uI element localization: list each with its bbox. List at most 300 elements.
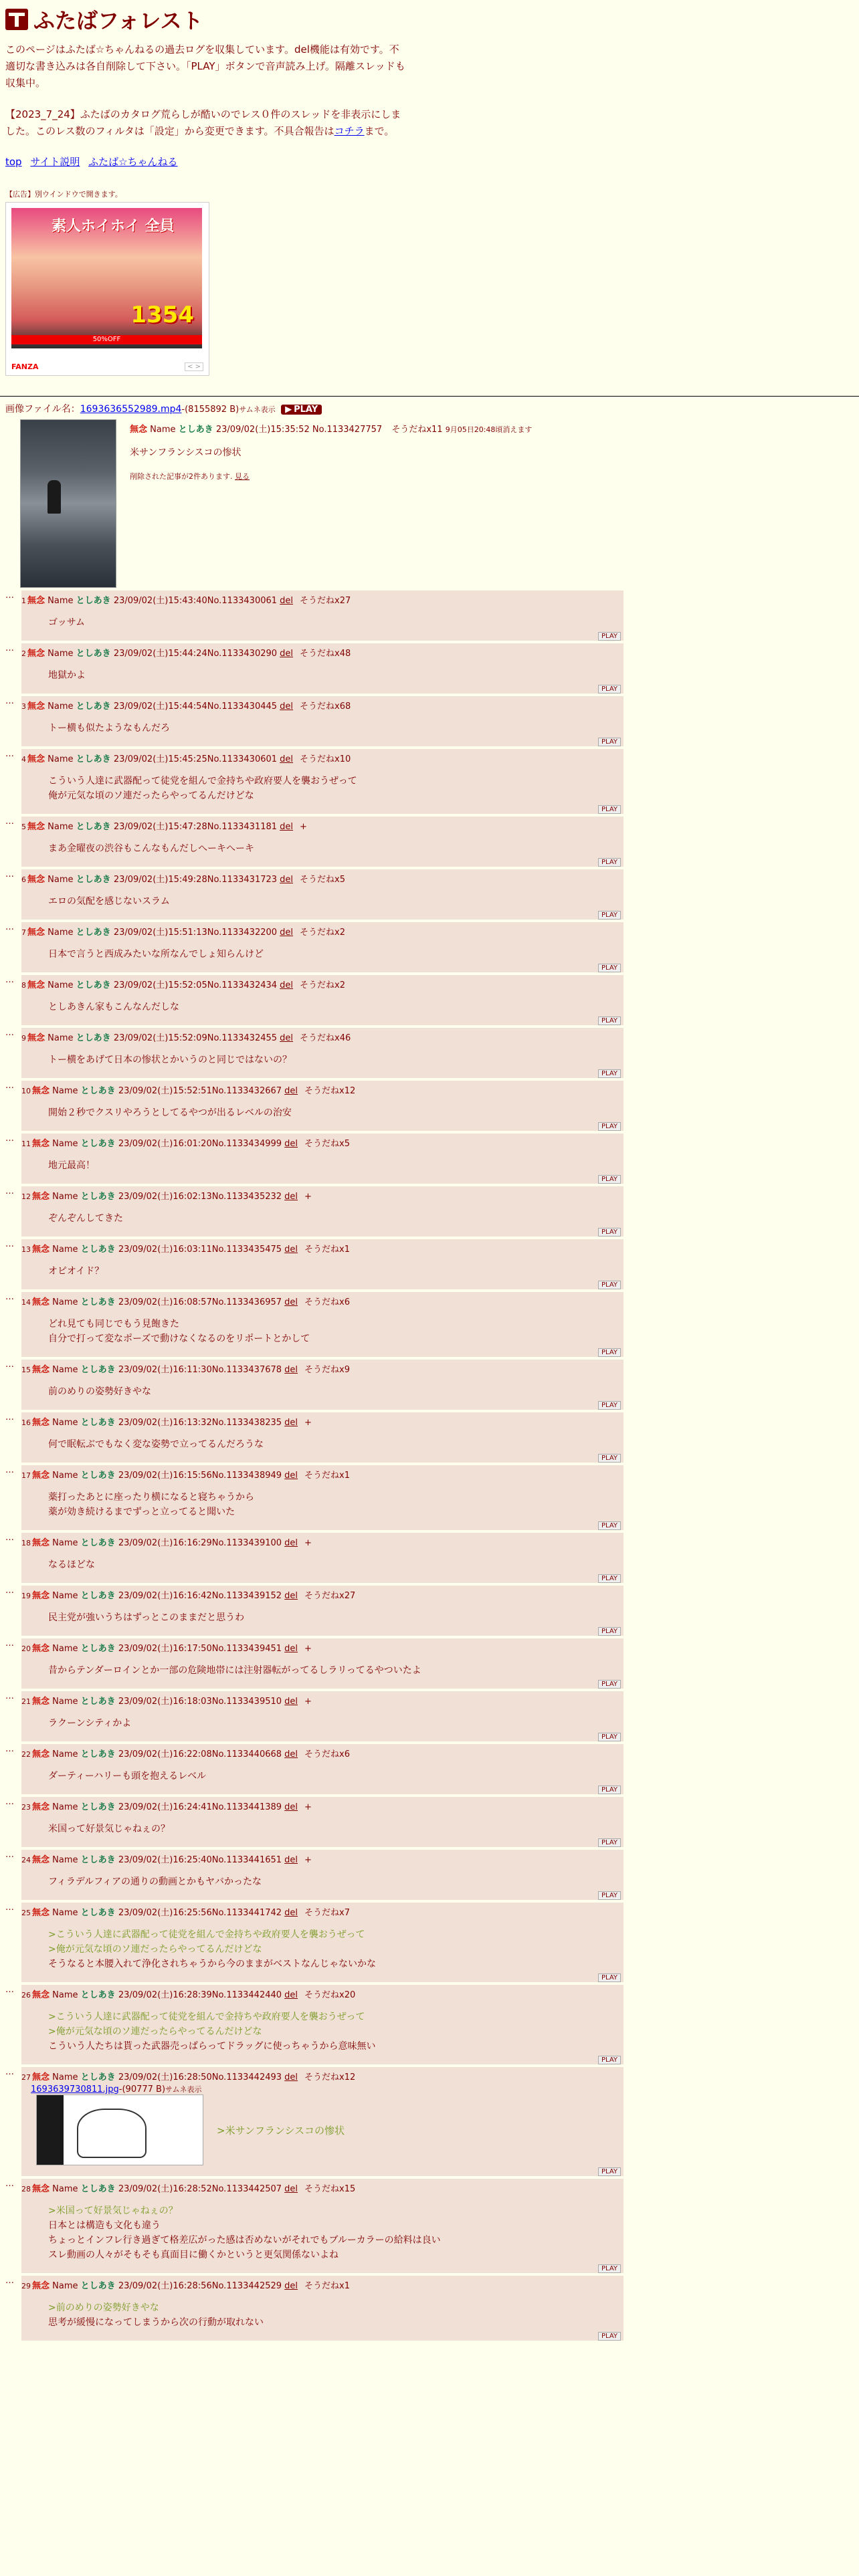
- del-link[interactable]: del: [284, 1418, 298, 1428]
- reply-row: [5, 1028, 859, 1078]
- reply-text: [48, 841, 624, 856]
- reply-post: [21, 1586, 624, 1636]
- reply-header: 21 無念 Name としあき 23/09/02(土)16:18:03No.1133439510 del +: [21, 1697, 312, 1707]
- reply-image-thumbnail[interactable]: [36, 2095, 203, 2165]
- reply-row: [5, 1239, 859, 1289]
- ad-brand: FANZA: [11, 362, 39, 371]
- reply-dots: …: [5, 1360, 14, 1370]
- del-link[interactable]: del: [284, 1471, 298, 1481]
- reply-text: [48, 668, 624, 683]
- del-link[interactable]: del: [284, 1908, 298, 1918]
- reply-line: 開始２秒でクスリやろうとしてるやつが出るレベルの治安: [48, 1107, 292, 1118]
- reply-post: [21, 1292, 624, 1357]
- del-link[interactable]: del: [280, 928, 294, 938]
- reply-row: [5, 1850, 859, 1900]
- reply-line: なるほどな: [48, 1560, 95, 1570]
- reply-line: まあ金曜夜の渋谷もこんなもんだしへーキへーキ: [48, 843, 254, 854]
- play-button[interactable]: PLAY: [598, 2332, 621, 2341]
- nav-about-link[interactable]: サイト説明: [30, 156, 80, 168]
- reply-dots: …: [5, 1465, 14, 1475]
- sodane-button[interactable]: そうだねx12: [304, 1086, 356, 1096]
- play-button[interactable]: PLAY: [598, 1401, 621, 1410]
- reply-dots: …: [5, 1134, 14, 1144]
- sodane-button[interactable]: そうだねx5: [300, 875, 346, 885]
- divider: [0, 396, 859, 397]
- reply-dots: …: [5, 1985, 14, 1995]
- reply-text: [48, 1211, 624, 1226]
- del-link[interactable]: del: [284, 1139, 298, 1149]
- reply-header: 1 無念 Name としあき 23/09/02(土)15:43:40No.1133430061 del そうだねx27: [21, 596, 351, 606]
- reply-post: [21, 1850, 624, 1900]
- reply-header: 28 無念 Name としあき 23/09/02(土)16:28:52No.1133442507 del そうだねx15: [21, 2184, 356, 2194]
- reply-line: >こういう人達に武器配って徒党を組んで金持ちや政府要人を襲おうぜって: [48, 2012, 365, 2022]
- del-link[interactable]: del: [280, 754, 294, 764]
- reply-text: [48, 1317, 624, 1346]
- ad-image[interactable]: 素人ホイホイ 全員 1354 50%OFF: [11, 208, 202, 348]
- reply-line: こういう人たちは貰った武器売っぱらってドラッグに使っちゃうから意味無い: [48, 2041, 376, 2052]
- reply-text: [48, 2300, 624, 2330]
- reply-post: [21, 1744, 624, 1794]
- sodane-button[interactable]: そうだねx6: [304, 1749, 351, 1759]
- reply-file-link[interactable]: 1693639730811.jpg: [31, 2084, 119, 2095]
- reply-text: [48, 2010, 624, 2054]
- reply-line: トー横も似たようなもんだろ: [48, 723, 170, 734]
- intro-text-2: 【2023_7_24】ふたばのカタログ荒らしが酷いのでレス０件のスレッドを非表示にしました。このレス数のフィルタは「設定」から変更できます。不具合報告はコチラまで。: [5, 108, 401, 137]
- nav-links: [5, 154, 854, 169]
- sodane-button[interactable]: +: [304, 1418, 312, 1428]
- reply-line: オピオイド？: [48, 1266, 104, 1277]
- reply-dots: …: [5, 2067, 14, 2077]
- reply-line: 日本で言うと西成みたいな所なんでしょ知らんけど: [48, 949, 264, 960]
- play-button[interactable]: PLAY: [598, 805, 621, 814]
- reply-row: [5, 1465, 859, 1530]
- sodane-button[interactable]: そうだねx1: [304, 1471, 351, 1481]
- reply-dots: …: [5, 1744, 14, 1754]
- reply-line: ダーティーハリーも頭を抱えるレベル: [48, 1771, 207, 1782]
- reply-header: 13 無念 Name としあき 23/09/02(土)16:03:11No.1133435475 del そうだねx1: [21, 1245, 351, 1255]
- play-button[interactable]: PLAY: [598, 1521, 621, 1530]
- sodane-button[interactable]: +: [304, 1802, 312, 1812]
- reply-post: [21, 1028, 624, 1078]
- reply-dots: …: [5, 1412, 14, 1422]
- reply-text: [48, 774, 624, 803]
- play-button[interactable]: PLAY: [598, 1069, 621, 1078]
- play-button[interactable]: PLAY: [598, 2167, 621, 2176]
- reply-line: >米サンフランシスコの惨状: [217, 2124, 345, 2137]
- reply-post: [21, 1360, 624, 1410]
- reply-dots: …: [5, 817, 14, 827]
- reply-post: [21, 1186, 624, 1237]
- sodane-button[interactable]: そうだねx46: [300, 1033, 351, 1043]
- reply-line: 薬打ったあとに座ったり横になると寝ちゃうから: [48, 1492, 254, 1503]
- del-link[interactable]: del: [284, 1192, 298, 1202]
- reply-post: [21, 2067, 624, 2176]
- reply-dots: …: [5, 1850, 14, 1860]
- reply-header: 18 無念 Name としあき 23/09/02(土)16:16:29No.1133439100 del +: [21, 1538, 312, 1548]
- del-link[interactable]: del: [280, 596, 294, 606]
- reply-post: [21, 1465, 624, 1530]
- show-deleted-link[interactable]: 見る: [235, 472, 250, 481]
- reply-row: [5, 643, 859, 693]
- del-link[interactable]: del: [284, 1365, 298, 1375]
- reply-line: としあきん家もこんなんだしな: [48, 1002, 179, 1012]
- reply-line: >こういう人達に武器配って徒党を組んで金持ちや政府要人を襲おうぜって: [48, 1929, 365, 1940]
- reply-header: 27 無念 Name としあき 23/09/02(土)16:28:50No.1133442493 del そうだねx12: [21, 2072, 356, 2082]
- del-link[interactable]: del: [284, 1749, 298, 1759]
- op-video-thumbnail[interactable]: [20, 419, 116, 588]
- reply-header: 11 無念 Name としあき 23/09/02(土)16:01:20No.1133434999 del そうだねx5: [21, 1139, 351, 1149]
- reply-row: [5, 1081, 859, 1131]
- reply-row: [5, 2179, 859, 2273]
- play-button[interactable]: PLAY: [598, 1175, 621, 1184]
- play-button[interactable]: PLAY: [598, 632, 621, 641]
- sodane-button[interactable]: そうだねx27: [304, 1591, 356, 1601]
- reply-post: [21, 2179, 624, 2273]
- reply-row: [5, 922, 859, 972]
- reply-header: 20 無念 Name としあき 23/09/02(土)16:17:50No.1133439451 del +: [21, 1644, 312, 1654]
- reply-line: 思考が緩慢になってしまうから次の行動が取れない: [48, 2317, 264, 2328]
- sodane-button[interactable]: +: [304, 1855, 312, 1865]
- sodane-button[interactable]: そうだねx2: [300, 980, 346, 990]
- play-button[interactable]: PLAY: [598, 1122, 621, 1131]
- del-link[interactable]: del: [284, 1297, 298, 1307]
- reply-header: 24 無念 Name としあき 23/09/02(土)16:25:40No.1133441651 del +: [21, 1855, 312, 1865]
- op-play-button[interactable]: ▶ PLAY: [281, 405, 322, 415]
- reply-line: 地元最高！: [48, 1160, 95, 1171]
- bug-report-link[interactable]: コチラ: [334, 125, 365, 137]
- reply-line: ゴッサム: [48, 617, 86, 628]
- reply-header: 25 無念 Name としあき 23/09/02(土)16:25:56No.1133441742 del そうだねx7: [21, 1908, 351, 1918]
- reply-post: [21, 922, 624, 972]
- reply-image-block: 1693639730811.jpg-(90777 B)サムネ表示 >米サンフランシスコの惨状: [31, 2084, 624, 2165]
- reply-row: [5, 1292, 859, 1357]
- reply-header: 8 無念 Name としあき 23/09/02(土)15:52:05No.1133432434 del そうだねx2: [21, 980, 346, 990]
- reply-dots: …: [5, 1292, 14, 1302]
- reply-post: [21, 1797, 624, 1847]
- reply-dots: …: [5, 1797, 14, 1807]
- reply-text: [48, 894, 624, 909]
- reply-header: 6 無念 Name としあき 23/09/02(土)15:49:28No.1133431723 del そうだねx5: [21, 875, 346, 885]
- play-button[interactable]: PLAY: [598, 1228, 621, 1237]
- reply-line: こういう人達に武器配って徒党を組んで金持ちや政府要人を襲おうぜって: [48, 776, 357, 786]
- reply-row: [5, 975, 859, 1025]
- sodane-button[interactable]: そうだねx12: [304, 2072, 356, 2082]
- play-button[interactable]: PLAY: [598, 738, 621, 746]
- reply-text: [48, 1927, 624, 1971]
- play-button[interactable]: PLAY: [598, 1016, 621, 1025]
- reply-dots: …: [5, 591, 14, 601]
- play-button[interactable]: PLAY: [598, 858, 621, 867]
- reply-text: [48, 1769, 624, 1784]
- reply-post: [21, 643, 624, 693]
- del-link[interactable]: del: [284, 1644, 298, 1654]
- reply-header: 19 無念 Name としあき 23/09/02(土)16:16:42No.1133439152 del そうだねx27: [21, 1591, 356, 1601]
- reply-dots: …: [5, 1533, 14, 1543]
- reply-dots: …: [5, 1691, 14, 1701]
- reply-header: 15 無念 Name としあき 23/09/02(土)16:11:30No.1133437678 del そうだねx9: [21, 1365, 351, 1375]
- reply-dots: …: [5, 1028, 14, 1038]
- del-link[interactable]: del: [284, 2184, 298, 2194]
- reply-text: [48, 1822, 624, 1836]
- play-button[interactable]: PLAY: [598, 1973, 621, 1982]
- site-header: [0, 0, 859, 376]
- reply-text: [48, 1558, 624, 1572]
- play-button[interactable]: PLAY: [598, 964, 621, 972]
- reply-row: [5, 591, 859, 641]
- reply-dots: …: [5, 1186, 14, 1196]
- reply-line: >俺が元気な頃のソ連だったらやってるんだけどな: [48, 1944, 262, 1955]
- del-link[interactable]: del: [280, 980, 294, 990]
- del-link[interactable]: del: [284, 1855, 298, 1865]
- reply-dots: …: [5, 696, 14, 706]
- play-button[interactable]: PLAY: [598, 1680, 621, 1689]
- reply-header: 17 無念 Name としあき 23/09/02(土)16:15:56No.1133438949 del そうだねx1: [21, 1471, 351, 1481]
- reply-header: 10 無念 Name としあき 23/09/02(土)15:52:51No.1133432667 del そうだねx12: [21, 1086, 356, 1096]
- del-link[interactable]: del: [284, 1697, 298, 1707]
- sodane-button[interactable]: そうだねx20: [304, 1990, 356, 2000]
- reply-post: [21, 975, 624, 1025]
- reply-row: [5, 1638, 859, 1689]
- reply-dots: …: [5, 1586, 14, 1596]
- deleted-notice: 削除された記事が2件あります. 見る: [130, 472, 250, 481]
- play-button[interactable]: PLAY: [598, 1733, 621, 1741]
- reply-header: 26 無念 Name としあき 23/09/02(土)16:28:39No.1133442440 del そうだねx20: [21, 1990, 356, 2000]
- del-link[interactable]: del: [284, 1802, 298, 1812]
- intro-text-1: このページはふたば☆ちゃんねるの過去ログを収集しています。del機能は有効です。不適切な書き込みは各自削除して下さい。「PLAY」ボタンで音声読み上げ。隔離スレッドも収集中。: [5, 43, 405, 89]
- reply-post: [21, 1903, 624, 1982]
- del-link[interactable]: del: [280, 875, 294, 885]
- del-link[interactable]: del: [284, 2072, 298, 2082]
- ad-label: 【広告】別ウインドウで開きます。: [5, 190, 122, 199]
- reply-post: [21, 869, 624, 920]
- reply-header: 2 無念 Name としあき 23/09/02(土)15:44:24No.1133430290 del そうだねx48: [21, 649, 351, 659]
- reply-row: [5, 749, 859, 814]
- reply-post: [21, 591, 624, 641]
- reply-text: [48, 1053, 624, 1067]
- reply-post: [21, 1239, 624, 1289]
- reply-line: 自分で打って変なポーズで動けなくなるのをリポートとかして: [48, 1333, 310, 1344]
- reply-row: [5, 1412, 859, 1463]
- reply-dots: …: [5, 1081, 14, 1091]
- sodane-button[interactable]: +: [304, 1538, 312, 1548]
- sodane-button[interactable]: そうだねx27: [300, 596, 351, 606]
- sodane-button[interactable]: +: [304, 1192, 312, 1202]
- reply-line: 俺が元気な頃のソ連だったらやってるんだけどな: [48, 790, 254, 801]
- reply-header: 14 無念 Name としあき 23/09/02(土)16:08:57No.1133436957 del そうだねx6: [21, 1297, 351, 1307]
- play-button[interactable]: PLAY: [598, 1838, 621, 1847]
- del-link[interactable]: del: [284, 1591, 298, 1601]
- reply-post: [21, 2276, 624, 2341]
- reply-header: 3 無念 Name としあき 23/09/02(土)15:44:54No.1133430445 del そうだねx68: [21, 702, 351, 712]
- reply-post: [21, 1985, 624, 2064]
- op-post: [0, 402, 859, 588]
- ad-carousel-controls[interactable]: < >: [185, 362, 203, 371]
- del-link[interactable]: del: [284, 1245, 298, 1255]
- reply-text: [48, 1384, 624, 1399]
- reply-row: [5, 1691, 859, 1741]
- reply-row: [5, 2276, 859, 2341]
- sodane-button[interactable]: そうだねx15: [304, 2184, 356, 2194]
- op-text: 米サンフランシスコの惨状: [130, 447, 242, 458]
- play-button[interactable]: PLAY: [598, 1454, 621, 1463]
- reply-text: [48, 1158, 624, 1173]
- reply-line: トー横をあげて日本の惨状とかいうのと同じではないの？: [48, 1055, 292, 1065]
- reply-post: [21, 696, 624, 746]
- reply-text: [48, 1874, 624, 1889]
- del-link[interactable]: del: [280, 702, 294, 712]
- sodane-button[interactable]: +: [304, 1697, 312, 1707]
- del-link[interactable]: del: [284, 2281, 298, 2291]
- sodane-button[interactable]: そうだねx5: [304, 1139, 351, 1149]
- sodane-button[interactable]: そうだねx6: [304, 1297, 351, 1307]
- reply-line: 日本とは構造も文化も違う: [48, 2220, 161, 2231]
- play-button[interactable]: PLAY: [598, 2264, 621, 2273]
- reply-header: 7 無念 Name としあき 23/09/02(土)15:51:13No.1133432200 del そうだねx2: [21, 928, 346, 938]
- reply-text: [48, 1663, 624, 1678]
- sodane-button[interactable]: そうだねx68: [300, 702, 351, 712]
- reply-line: ぞんぞんしてきた: [48, 1213, 123, 1224]
- op-file-info: 画像ファイル名：1693636552989.mp4-(8155892 B)サムネ表示 ▶ PLAY: [5, 402, 854, 415]
- reply-header: 16 無念 Name としあき 23/09/02(土)16:13:32No.1133438235 del +: [21, 1418, 312, 1428]
- play-button[interactable]: PLAY: [598, 2056, 621, 2064]
- reply-line: >前のめりの姿勢好きやな: [48, 2302, 159, 2313]
- reply-line: >俺が元気な頃のソ連だったらやってるんだけどな: [48, 2026, 262, 2037]
- reply-line: 前のめりの姿勢好きやな: [48, 1386, 151, 1397]
- reply-text: [48, 1437, 624, 1452]
- reply-line: エロの気配を感じないスラム: [48, 896, 170, 907]
- reply-row: [5, 2067, 859, 2176]
- reply-post: [21, 1412, 624, 1463]
- play-button[interactable]: PLAY: [598, 1891, 621, 1900]
- reply-post: [21, 1081, 624, 1131]
- reply-dots: …: [5, 869, 14, 879]
- op-file-link[interactable]: 1693636552989.mp4: [80, 404, 182, 415]
- reply-dots: …: [5, 749, 14, 759]
- reply-dots: …: [5, 975, 14, 985]
- reply-post: [21, 1638, 624, 1689]
- reply-row: [5, 1360, 859, 1410]
- reply-row: [5, 1903, 859, 1982]
- del-link[interactable]: del: [284, 1086, 298, 1096]
- nav-futaba-link[interactable]: ふたば☆ちゃんねる: [88, 156, 178, 168]
- sodane-button[interactable]: +: [304, 1644, 312, 1654]
- reply-text: [48, 2204, 624, 2262]
- reply-row: [5, 817, 859, 867]
- play-button[interactable]: PLAY: [598, 1627, 621, 1636]
- reply-text: [48, 1105, 624, 1120]
- del-link[interactable]: del: [284, 1538, 298, 1548]
- reply-header: 22 無念 Name としあき 23/09/02(土)16:22:08No.1133440668 del そうだねx6: [21, 1749, 351, 1759]
- play-button[interactable]: PLAY: [598, 1574, 621, 1583]
- reply-line: 何で眠転ぶでもなく変な姿勢で立ってるんだろうな: [48, 1439, 264, 1450]
- reply-list: [0, 591, 859, 2341]
- sodane-button[interactable]: そうだねx9: [304, 1365, 351, 1375]
- reply-text: [48, 1610, 624, 1625]
- reply-row: [5, 1533, 859, 1583]
- reply-line: どれ見ても同じでもう見飽きた: [48, 1319, 179, 1329]
- reply-line: 民主党が強いうちはずっとこのままだと思うわ: [48, 1612, 245, 1623]
- sodane-button[interactable]: +: [300, 822, 307, 832]
- play-button[interactable]: PLAY: [598, 685, 621, 693]
- reply-line: ラクーンシティかよ: [48, 1718, 132, 1729]
- play-button[interactable]: PLAY: [598, 911, 621, 920]
- sodane-button[interactable]: そうだねx48: [300, 649, 351, 659]
- del-link[interactable]: del: [280, 649, 294, 659]
- reply-header: 4 無念 Name としあき 23/09/02(土)15:45:25No.1133430601 del そうだねx10: [21, 754, 351, 764]
- reply-dots: …: [5, 2276, 14, 2286]
- reply-line: >米国って好景気じゃねぇの？: [48, 2206, 178, 2216]
- reply-header: 5 無念 Name としあき 23/09/02(土)15:47:28No.1133431181 del +: [21, 822, 307, 832]
- reply-text: [48, 1490, 624, 1519]
- reply-post: [21, 817, 624, 867]
- play-button[interactable]: PLAY: [598, 1786, 621, 1794]
- reply-post: [21, 1691, 624, 1741]
- reply-post: [21, 749, 624, 814]
- reply-text: [48, 721, 624, 736]
- reply-row: [5, 696, 859, 746]
- sodane-button[interactable]: そうだねx1: [304, 1245, 351, 1255]
- reply-text: [48, 1716, 624, 1731]
- play-button[interactable]: PLAY: [598, 1348, 621, 1357]
- reply-line: ちょっとインフレ行き過ぎて格差広がった感は否めないがそれでもブルーカラーの給料は良い: [48, 2235, 441, 2246]
- reply-row: [5, 1744, 859, 1794]
- page-title: ふたばフォレスト: [33, 8, 203, 33]
- reply-row: [5, 869, 859, 920]
- del-link[interactable]: del: [280, 822, 294, 832]
- reply-line: そうなると本腰入れて浄化されちゃうから今のままがベストなんじゃないかな: [48, 1959, 376, 1969]
- futaba-logo-icon: [5, 9, 28, 30]
- reply-line: 昔からテンダーロインとか一部の危険地帯には注射器転がってるしラリってるやついたよ: [48, 1665, 421, 1676]
- reply-dots: …: [5, 1239, 14, 1249]
- reply-post: [21, 1533, 624, 1583]
- reply-row: [5, 1797, 859, 1847]
- reply-post: [21, 1134, 624, 1184]
- sodane-button[interactable]: そうだねx2: [300, 928, 346, 938]
- reply-dots: …: [5, 1903, 14, 1913]
- reply-header: 29 無念 Name としあき 23/09/02(土)16:28:56No.1133442529 del そうだねx1: [21, 2281, 351, 2291]
- play-button[interactable]: PLAY: [598, 1281, 621, 1289]
- reply-line: 米国って好景気じゃねぇの？: [48, 1824, 170, 1834]
- sodane-button[interactable]: そうだねx10: [300, 754, 351, 764]
- reply-dots: …: [5, 922, 14, 932]
- reply-row: [5, 1586, 859, 1636]
- reply-header: 23 無念 Name としあき 23/09/02(土)16:24:41No.1133441389 del +: [21, 1802, 312, 1812]
- sodane-button[interactable]: そうだねx11: [391, 425, 443, 435]
- reply-line: 薬が効き続けるまでずっと立ってると聞いた: [48, 1507, 235, 1517]
- reply-row: [5, 1985, 859, 2064]
- del-link[interactable]: del: [284, 1990, 298, 2000]
- reply-text: [48, 615, 624, 630]
- reply-row: [5, 1186, 859, 1237]
- sodane-button[interactable]: そうだねx7: [304, 1908, 351, 1918]
- reply-dots: …: [5, 2179, 14, 2189]
- ad-banner[interactable]: [5, 202, 209, 376]
- nav-top-link[interactable]: top: [5, 156, 22, 168]
- reply-row: [5, 1134, 859, 1184]
- reply-dots: …: [5, 643, 14, 653]
- del-link[interactable]: del: [280, 1033, 294, 1043]
- reply-dots: …: [5, 1638, 14, 1648]
- reply-line: 地獄かよ: [48, 670, 86, 681]
- site-title: [5, 4, 854, 35]
- reply-text: [48, 1000, 624, 1014]
- reply-text: [48, 947, 624, 962]
- reply-line: スレ動画の人々がそもそも真面目に働くかというと更気関係ないよね: [48, 2250, 339, 2260]
- reply-header: 9 無念 Name としあき 23/09/02(土)15:52:09No.1133432455 del そうだねx46: [21, 1033, 351, 1043]
- reply-line: フィラデルフィアの通りの動画とかもヤバかったな: [48, 1876, 262, 1887]
- sodane-button[interactable]: そうだねx1: [304, 2281, 351, 2291]
- reply-header: 12 無念 Name としあき 23/09/02(土)16:02:13No.1133435232 del +: [21, 1192, 312, 1202]
